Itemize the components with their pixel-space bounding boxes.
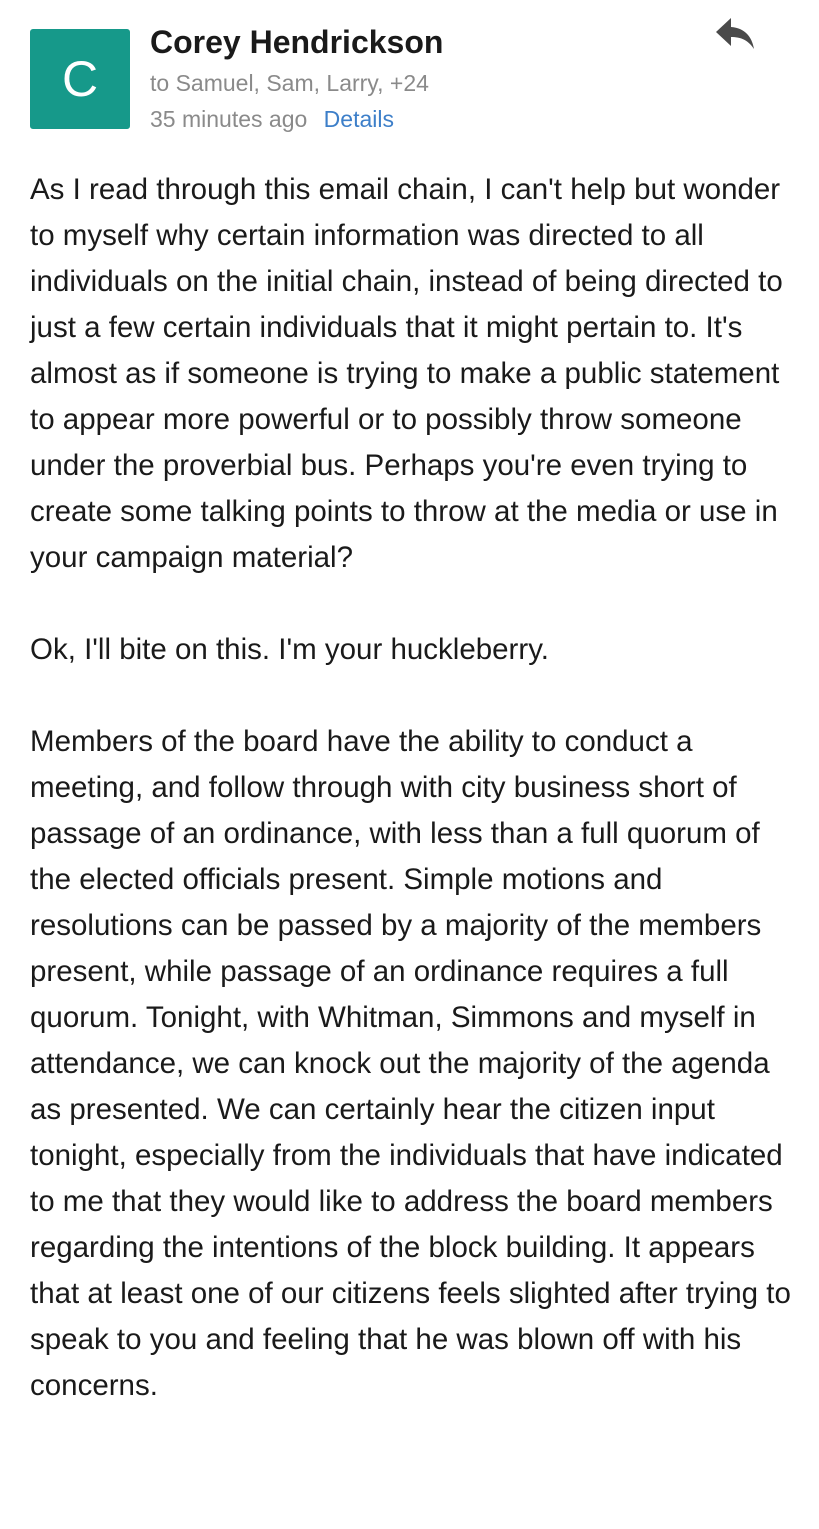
details-link[interactable]: Details: [323, 106, 394, 132]
message-header: [0, 0, 819, 150]
body-paragraph: As I read through this email chain, I can't help but wonder to myself why certain information was directed to all individuals on the initial chain, instead of being directed to just a few certain individuals that it might pertain to. It's almost as if someone is trying to make a public statement to appear more powerful or to possibly throw someone under the proverbial bus. Perhaps you're even trying to create some talking points to throw at the media or use in your campaign material?: [30, 173, 783, 574]
message-meta: [150, 106, 394, 133]
avatar-letter: C: [61, 51, 99, 107]
sender-name[interactable]: Corey Hendrickson: [150, 24, 444, 60]
reply-button[interactable]: [714, 16, 758, 54]
timestamp: 35 minutes ago: [150, 106, 308, 132]
sender-avatar[interactable]: [30, 29, 130, 129]
recipients-line[interactable]: to Samuel, Sam, Larry, +24: [150, 70, 429, 96]
body-paragraph: Ok, I'll bite on this. I'm your huckleberry.: [30, 633, 549, 666]
reply-arrow-icon: [714, 16, 758, 54]
body-paragraph: Members of the board have the ability to conduct a meeting, and follow through with city business short of passage of an ordinance, with less than a full quorum of the elected officials present. Simple motions and resolutions can be passed by a majority of the members present, while passage of an ordinance requires a full quorum. Tonight, with Whitman, Simmons and myself in attendance, we can knock out the majority of the agenda as presented. We can certainly hear the citizen input tonight, especially from the individuals that have indicated to me that they would like to address the board members regarding the intentions of the block building. It appears that at least one of our citizens feels slighted after trying to speak to you and feeling that he was blown off with his concerns.: [30, 725, 791, 1402]
message-body: [30, 167, 802, 1409]
